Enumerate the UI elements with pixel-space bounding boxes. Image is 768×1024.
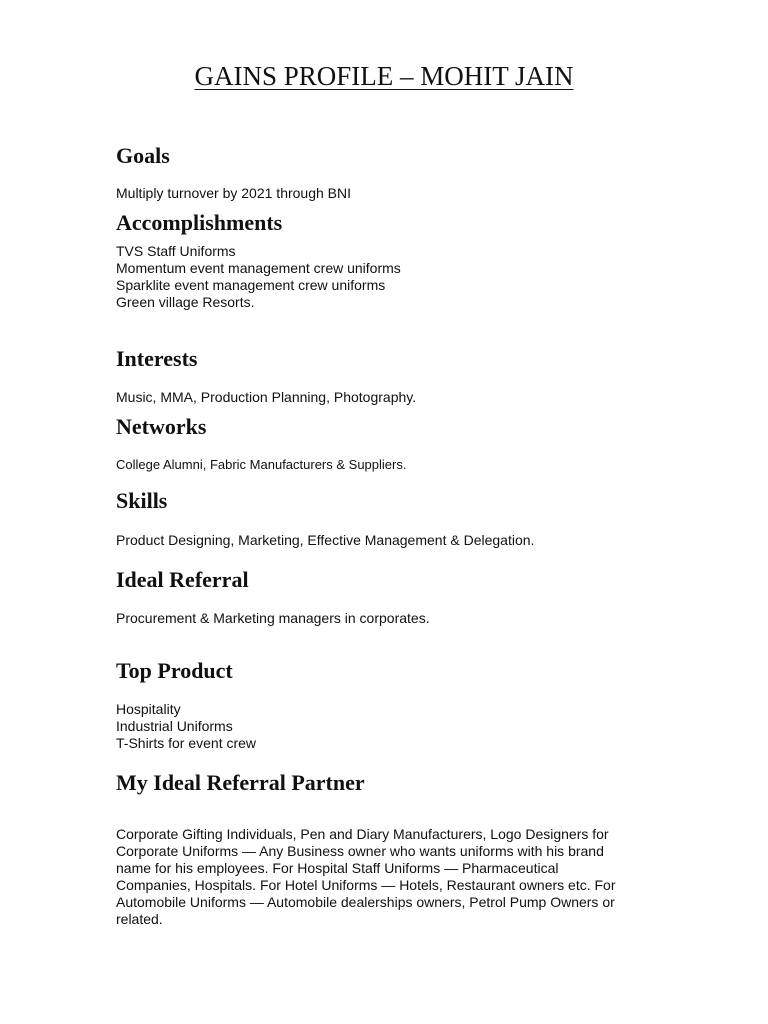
accomplishments-heading: Accomplishments [116, 210, 283, 235]
list-item: Hospitality [116, 701, 181, 717]
list-item: Sparklite event management crew uniforms [116, 277, 386, 293]
skills-heading: Skills [116, 488, 168, 513]
accomplishments-list [116, 243, 401, 311]
ideal-referral-heading: Ideal Referral [116, 567, 249, 592]
ideal-referral-partner-heading: My Ideal Referral Partner [116, 770, 365, 795]
list-item: Industrial Uniforms [116, 718, 233, 734]
networks-heading: Networks [116, 414, 207, 439]
paragraph-line: Automobile Uniforms — Automobile dealerships owners, Petrol Pump Owners or [116, 894, 615, 910]
interests-text: Music, MMA, Production Planning, Photography. [116, 389, 417, 405]
list-item: Momentum event management crew uniforms [116, 260, 401, 276]
skills-text: Product Designing, Marketing, Effective Management & Delegation. [116, 532, 535, 548]
page-title: GAINS PROFILE – MOHIT JAIN [194, 61, 574, 91]
paragraph-line: Corporate Gifting Individuals, Pen and Diary Manufacturers, Logo Designers for [116, 826, 609, 842]
list-item: TVS Staff Uniforms [116, 243, 236, 259]
list-item: Green village Resorts. [116, 294, 255, 310]
paragraph-line: Corporate Uniforms — Any Business owner who wants uniforms with his brand [116, 843, 604, 859]
networks-text: College Alumni, Fabric Manufacturers & Suppliers. [116, 457, 407, 472]
list-item: T-Shirts for event crew [116, 735, 257, 751]
goals-text: Multiply turnover by 2021 through BNI [116, 185, 352, 201]
goals-heading: Goals [116, 143, 170, 168]
interests-heading: Interests [116, 346, 198, 371]
paragraph-line: name for his employees. For Hospital Staff Uniforms — Pharmaceutical [116, 860, 559, 876]
paragraph-line: Companies, Hospitals. For Hotel Uniforms — Hotels, Restaurant owners etc. For [116, 877, 616, 893]
ideal-referral-partner-text [116, 826, 676, 928]
paragraph-line: related. [116, 911, 163, 927]
top-product-list [116, 701, 256, 752]
ideal-referral-text: Procurement & Marketing managers in corporates. [116, 610, 430, 626]
top-product-heading: Top Product [116, 658, 233, 683]
